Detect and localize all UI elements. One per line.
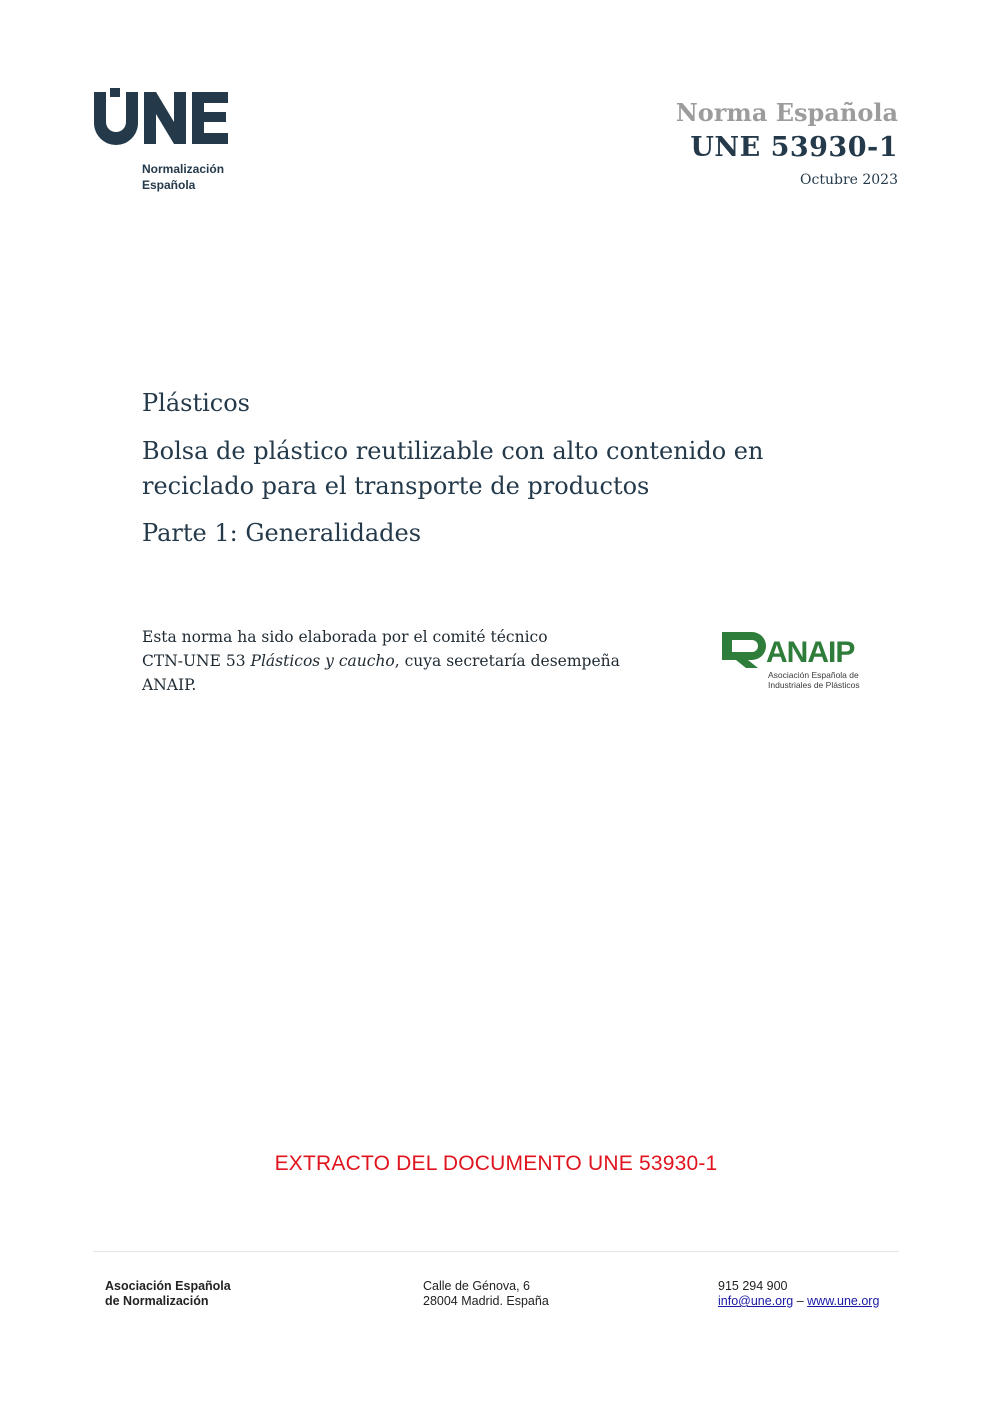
committee-statement (142, 625, 682, 697)
title-category: Plásticos (142, 389, 250, 417)
une-logo-sub-line1: Normalización (142, 162, 225, 176)
extract-notice: EXTRACTO DEL DOCUMENTO UNE 53930-1 (274, 1152, 718, 1175)
une-logo-subtitle (142, 161, 224, 193)
anaip-sub-line2: Industriales de Plásticos (768, 680, 860, 690)
email-link[interactable]: info@une.org (718, 1294, 794, 1308)
title-block (142, 386, 842, 550)
footer-org-line1: Asociación Española (105, 1279, 231, 1293)
committee-line3: ANAIP. (142, 676, 197, 694)
une-logo-sub-line2: Española (142, 178, 196, 192)
anaip-logo (720, 628, 870, 698)
anaip-sub-line1: Asociación Española de (768, 670, 859, 680)
footer-contact (718, 1279, 879, 1309)
anaip-logo-icon (720, 628, 860, 670)
anaip-logo-subtitle (768, 670, 860, 690)
committee-line1: Esta norma ha sido elaborada por el comité técnico (142, 628, 548, 646)
website-link[interactable]: www.une.org (807, 1294, 880, 1308)
une-logo-wordmark (92, 88, 232, 155)
title-part: Parte 1: Generalidades (142, 519, 422, 547)
footer-org-line2: de Normalización (105, 1294, 209, 1308)
norma-label: Norma Española (675, 98, 898, 127)
footer-address (423, 1279, 549, 1309)
committee-line2-prefix: CTN-UNE 53 (142, 652, 251, 670)
committee-name: Plásticos y caucho (250, 652, 395, 670)
document-header (676, 96, 898, 188)
une-logo-icon (92, 88, 232, 146)
committee-line2-suffix: , cuya secretaría desempeña (394, 652, 620, 670)
publication-date: Octubre 2023 (800, 172, 898, 188)
title-main (142, 434, 842, 504)
footer-address-line1: Calle de Génova, 6 (423, 1279, 531, 1293)
footer-links (718, 1294, 879, 1309)
title-main-line2: reciclado para el transporte de productos (142, 472, 650, 500)
committee-line2 (142, 649, 682, 673)
svg-text:ANAIP: ANAIP (766, 636, 855, 669)
title-main-line1: Bolsa de plástico reutilizable con alto contenido en (142, 437, 764, 465)
footer-phone: 915 294 900 (718, 1279, 788, 1293)
footer-separator: – (793, 1294, 808, 1308)
footer-organization (105, 1279, 231, 1309)
une-logo (92, 88, 242, 198)
footer-address-line2: 28004 Madrid. España (423, 1294, 549, 1308)
document-code: UNE 53930-1 (690, 132, 898, 163)
footer-divider (93, 1251, 899, 1252)
